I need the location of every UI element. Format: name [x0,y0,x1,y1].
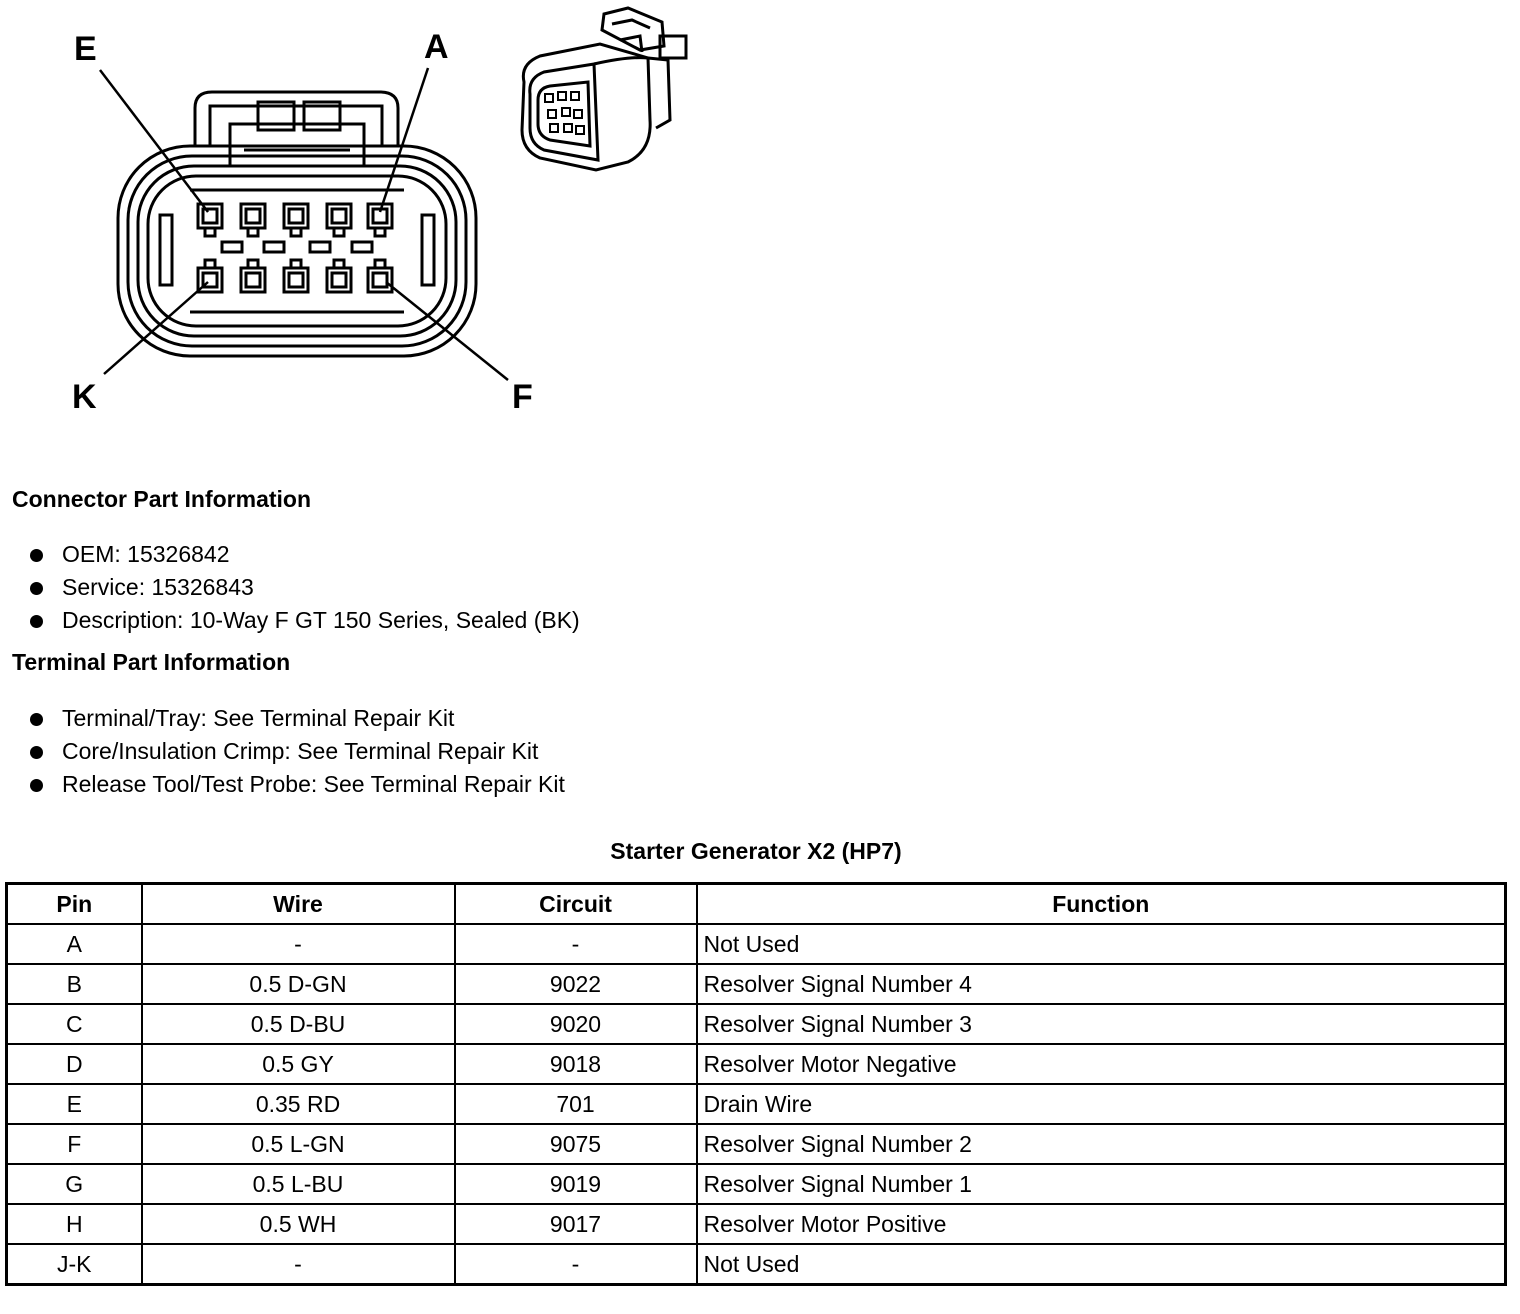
terminal-info-title: Terminal Part Information [12,649,291,675]
cell-pin: B [7,964,142,1004]
table-title: Starter Generator X2 (HP7) [610,838,902,864]
cell-pin: G [7,1164,142,1204]
cell-wire: 0.5 D-GN [142,964,455,1004]
cell-circuit: 9020 [455,1004,697,1044]
connector-info-list [28,538,580,637]
cavity-row-top [198,204,392,236]
list-item: Release Tool/Test Probe: See Terminal Repair Kit [28,768,565,801]
bullet-icon [30,582,43,595]
leader-f [386,282,508,380]
connector-outline-ring-2 [128,156,466,346]
cell-wire: - [142,1244,455,1285]
cell-circuit: 701 [455,1084,697,1124]
cell-circuit: 9018 [455,1044,697,1084]
connector-info-title: Connector Part Information [12,486,312,512]
list-item: Core/Insulation Crimp: See Terminal Repair Kit [28,735,565,768]
cell-wire: 0.5 D-BU [142,1004,455,1044]
table-row [7,964,1506,1004]
header-function: Function [697,884,1506,925]
callout-a: A [424,28,449,66]
cell-function: Drain Wire [697,1084,1506,1124]
connector-face [148,176,446,326]
table-row [7,924,1506,964]
connector-diagram [0,0,760,440]
callout-k: K [72,378,97,416]
cell-function: Resolver Signal Number 2 [697,1124,1506,1164]
callout-f: F [512,378,533,416]
cell-pin: H [7,1204,142,1244]
table-row [7,1244,1506,1285]
table-row [7,1004,1506,1044]
cell-pin: A [7,924,142,964]
cell-function: Resolver Motor Positive [697,1204,1506,1244]
table-row [7,1204,1506,1244]
cell-pin: E [7,1084,142,1124]
terminal-info-list [28,702,565,801]
table-row [7,1044,1506,1084]
pinout-table [5,882,1507,1286]
cell-circuit: 9019 [455,1164,697,1204]
header-wire: Wire [142,884,455,925]
header-pin: Pin [7,884,142,925]
cell-wire: 0.35 RD [142,1084,455,1124]
bullet-icon [30,779,43,792]
cell-pin: J-K [7,1244,142,1285]
cell-circuit: 9022 [455,964,697,1004]
cell-pin: F [7,1124,142,1164]
bullet-icon [30,746,43,759]
table-row [7,1164,1506,1204]
table-row [7,1084,1506,1124]
cell-wire: 0.5 L-GN [142,1124,455,1164]
bullet-icon [30,615,43,628]
cell-function: Resolver Signal Number 4 [697,964,1506,1004]
cell-function: Resolver Signal Number 1 [697,1164,1506,1204]
cell-function: Resolver Signal Number 3 [697,1004,1506,1044]
bullet-icon [30,713,43,726]
list-item: Description: 10-Way F GT 150 Series, Sealed (BK) [28,604,580,637]
connector-latch [195,92,398,146]
cell-function: Resolver Motor Negative [697,1044,1506,1084]
cell-function: Not Used [697,924,1506,964]
cell-wire: 0.5 WH [142,1204,455,1244]
cell-wire: - [142,924,455,964]
leader-e [100,70,208,212]
cell-circuit: - [455,1244,697,1285]
list-item: Terminal/Tray: See Terminal Repair Kit [28,702,565,735]
cell-circuit: - [455,924,697,964]
header-circuit: Circuit [455,884,697,925]
cell-circuit: 9075 [455,1124,697,1164]
cell-function: Not Used [697,1244,1506,1285]
cavity-row-bottom [198,260,392,292]
cell-pin: C [7,1004,142,1044]
connector-3d-view [522,8,686,170]
cell-wire: 0.5 GY [142,1044,455,1084]
cell-wire: 0.5 L-BU [142,1164,455,1204]
list-item: OEM: 15326842 [28,538,580,571]
table-header-row [7,884,1506,925]
bullet-icon [30,549,43,562]
callout-e: E [74,30,97,68]
table-row [7,1124,1506,1164]
cell-pin: D [7,1044,142,1084]
list-item: Service: 15326843 [28,571,580,604]
cell-circuit: 9017 [455,1204,697,1244]
